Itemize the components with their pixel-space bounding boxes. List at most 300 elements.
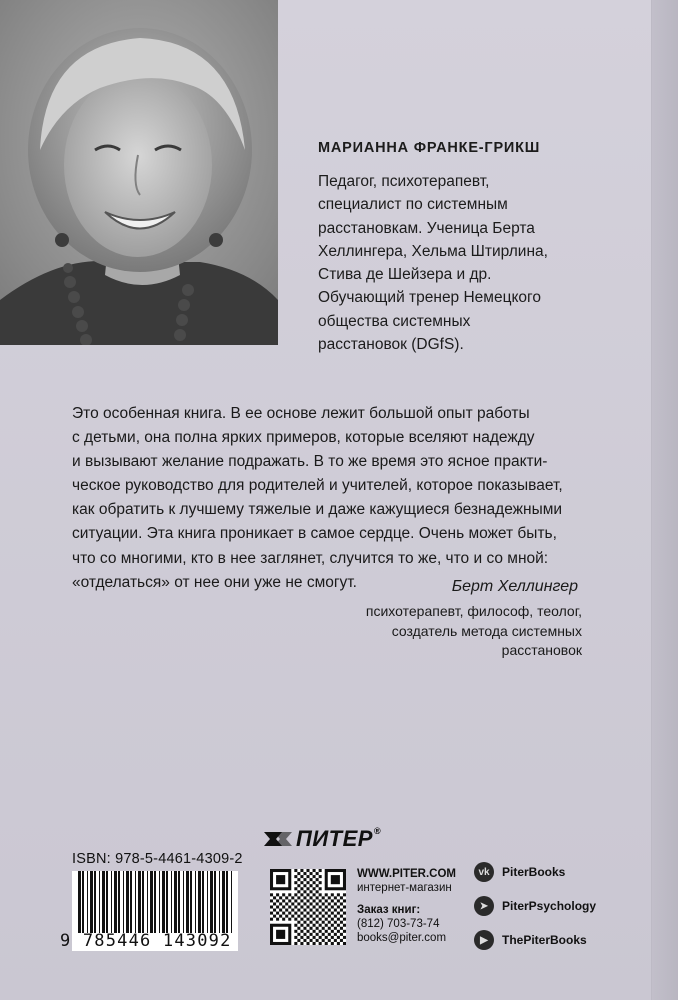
- qr-module: [306, 924, 309, 927]
- qr-module: [313, 930, 316, 933]
- registered-mark: ®: [373, 826, 381, 836]
- qr-module: [288, 899, 291, 902]
- barcode-bar: [106, 871, 108, 933]
- blurb-line: ческое руководство для родителей и учителей, которое показывает,: [72, 477, 563, 495]
- qr-module: [343, 942, 346, 945]
- barcode-bar: [126, 871, 129, 933]
- barcode-bar: [118, 871, 120, 933]
- qr-module: [303, 884, 306, 887]
- qr-module: [337, 924, 340, 927]
- qr-module: [288, 918, 291, 921]
- barcode-bar: [154, 871, 156, 933]
- publisher-logo-icon: [262, 828, 296, 850]
- qr-module: [303, 933, 306, 936]
- qr-module: [288, 893, 291, 896]
- qr-module: [325, 893, 328, 896]
- qr-module: [331, 924, 334, 927]
- blurb-line: «отделаться» от нее они уже не смогут.: [72, 573, 357, 591]
- qr-module: [310, 878, 313, 881]
- vk-icon: vk: [474, 862, 494, 882]
- youtube-icon: ▶: [474, 930, 494, 950]
- barcode-bar: [159, 871, 160, 933]
- qr-module: [343, 899, 346, 902]
- qr-module: [273, 909, 276, 912]
- qr-module: [300, 875, 303, 878]
- qr-module: [343, 936, 346, 939]
- qr-module: [334, 927, 337, 930]
- qr-module: [303, 939, 306, 942]
- qr-module: [300, 924, 303, 927]
- barcode-bar: [150, 871, 153, 933]
- qr-module: [316, 909, 319, 912]
- qr-module: [294, 899, 297, 902]
- qr-module: [331, 905, 334, 908]
- qr-module: [310, 909, 313, 912]
- barcode-bar: [231, 871, 232, 933]
- qr-module: [310, 921, 313, 924]
- qr-module: [319, 930, 322, 933]
- qr-module: [316, 902, 319, 905]
- qr-module: [306, 936, 309, 939]
- qr-module: [313, 912, 316, 915]
- qr-module: [303, 921, 306, 924]
- qr-module: [297, 909, 300, 912]
- author-bio-line: расстановкам. Ученица Берта: [318, 219, 535, 237]
- qr-module: [276, 918, 279, 921]
- blurb-line: ситуации. Эта книга проникает в самое сердце. Очень может быть,: [72, 525, 557, 543]
- qr-module: [325, 936, 328, 939]
- publisher-name: ПИТЕР: [296, 826, 373, 851]
- qr-module: [343, 893, 346, 896]
- qr-module: [316, 872, 319, 875]
- social-item-vk[interactable]: [474, 855, 596, 889]
- qr-module: [279, 902, 282, 905]
- qr-module: [285, 896, 288, 899]
- qr-module: [331, 942, 334, 945]
- blurb-line: и вызывают желание подражать. В то же время это ясное практи-: [72, 453, 548, 471]
- barcode-bar: [202, 871, 204, 933]
- qr-module: [303, 890, 306, 893]
- qr-finder: [276, 930, 285, 939]
- qr-module: [300, 893, 303, 896]
- social-label: PiterPsychology: [502, 899, 597, 913]
- qr-module: [316, 890, 319, 893]
- qr-module: [328, 939, 331, 942]
- qr-module: [319, 918, 322, 921]
- qr-module: [328, 921, 331, 924]
- qr-module: [334, 921, 337, 924]
- qr-module: [273, 915, 276, 918]
- qr-module: [310, 927, 313, 930]
- qr-module: [282, 905, 285, 908]
- qr-module: [325, 918, 328, 921]
- author-photo: [0, 0, 278, 345]
- barcode-bar: [198, 871, 201, 933]
- qr-module: [306, 875, 309, 878]
- social-item-telegram[interactable]: [474, 889, 596, 923]
- qr-module: [285, 909, 288, 912]
- qr-module: [325, 924, 328, 927]
- qr-module: [319, 893, 322, 896]
- qr-module: [316, 884, 319, 887]
- qr-module: [340, 902, 343, 905]
- qr-module: [328, 896, 331, 899]
- barcode-bar: [207, 871, 208, 933]
- qr-module: [291, 909, 294, 912]
- qr-module: [313, 899, 316, 902]
- qr-module: [306, 893, 309, 896]
- qr-module: [300, 942, 303, 945]
- qr-module: [282, 893, 285, 896]
- qr-module: [282, 918, 285, 921]
- qr-module: [322, 927, 325, 930]
- qr-module: [340, 921, 343, 924]
- qr-module: [334, 896, 337, 899]
- qr-module: [297, 939, 300, 942]
- qr-module: [316, 896, 319, 899]
- barcode-bar: [166, 871, 168, 933]
- qr-module: [325, 912, 328, 915]
- qr-module: [285, 902, 288, 905]
- qr-module: [319, 869, 322, 872]
- qr-module: [322, 939, 325, 942]
- barcode-bar: [171, 871, 172, 933]
- qr-module: [313, 881, 316, 884]
- qr-module: [343, 905, 346, 908]
- qr-module: [340, 927, 343, 930]
- qr-module: [334, 915, 337, 918]
- qr-module: [300, 918, 303, 921]
- qr-module: [297, 933, 300, 936]
- qr-module: [273, 902, 276, 905]
- barcode-bar: [135, 871, 136, 933]
- qr-module: [306, 942, 309, 945]
- author-bio-line: Стива де Шейзера и др.: [318, 266, 492, 284]
- qr-module: [310, 902, 313, 905]
- qr-module: [279, 915, 282, 918]
- qr-module: [282, 912, 285, 915]
- quote-role-line: создатель метода системных: [391, 622, 582, 639]
- social-item-youtube[interactable]: [474, 923, 596, 957]
- qr-module: [340, 933, 343, 936]
- qr-module: [310, 896, 313, 899]
- qr-module: [313, 936, 316, 939]
- qr-module: [303, 927, 306, 930]
- qr-module: [331, 899, 334, 902]
- qr-module: [343, 918, 346, 921]
- qr-module: [316, 878, 319, 881]
- qr-module: [303, 896, 306, 899]
- qr-module: [276, 912, 279, 915]
- barcode-bar: [78, 871, 81, 933]
- qr-module: [270, 893, 273, 896]
- barcode-bar: [190, 871, 192, 933]
- qr-module: [306, 905, 309, 908]
- qr-module: [322, 933, 325, 936]
- qr-module: [270, 912, 273, 915]
- qr-module: [337, 930, 340, 933]
- barcode-bar: [138, 871, 141, 933]
- qr-module: [294, 942, 297, 945]
- qr-module: [303, 909, 306, 912]
- barcode-bar: [174, 871, 177, 933]
- qr-module: [316, 933, 319, 936]
- qr-module: [325, 930, 328, 933]
- author-name: МАРИАННА ФРАНКЕ-ГРИКШ: [318, 140, 541, 156]
- qr-module: [337, 936, 340, 939]
- quote-author: Берт Хеллингер: [451, 578, 578, 595]
- qr-module: [273, 896, 276, 899]
- author-bio-line: специалист по системным: [318, 196, 508, 214]
- qr-module: [316, 915, 319, 918]
- shop-label: интернет-магазин: [357, 882, 452, 894]
- qr-finder: [276, 875, 285, 884]
- barcode-bar: [90, 871, 93, 933]
- qr-module: [322, 909, 325, 912]
- qr-module: [319, 881, 322, 884]
- qr-module: [343, 912, 346, 915]
- qr-module: [306, 869, 309, 872]
- qr-module: [313, 887, 316, 890]
- qr-module: [331, 918, 334, 921]
- qr-module: [300, 869, 303, 872]
- barcode-bar: [82, 871, 84, 933]
- qr-module: [282, 899, 285, 902]
- isbn-label: ISBN: 978-5-4461-4309-2: [72, 851, 243, 867]
- qr-module: [316, 927, 319, 930]
- qr-module: [288, 912, 291, 915]
- order-label: Заказ книг:: [357, 904, 421, 916]
- qr-module: [319, 912, 322, 915]
- qr-module: [337, 893, 340, 896]
- qr-module: [294, 887, 297, 890]
- qr-module: [322, 915, 325, 918]
- qr-module: [306, 930, 309, 933]
- barcode-bar: [147, 871, 148, 933]
- barcode-bars: [72, 871, 238, 933]
- barcode-bar: [111, 871, 112, 933]
- qr-module: [334, 933, 337, 936]
- qr-module: [306, 918, 309, 921]
- quote-role-line: расстановок: [501, 642, 582, 658]
- barcode-bar: [186, 871, 189, 933]
- qr-module: [294, 881, 297, 884]
- qr-module: [313, 942, 316, 945]
- qr-module: [340, 896, 343, 899]
- barcode-bar: [162, 871, 165, 933]
- blurb-line: с детьми, она полна ярких примеров, которые вселяют надежду: [72, 429, 535, 447]
- qr-module: [334, 902, 337, 905]
- barcode-bar: [87, 871, 88, 933]
- qr-module: [297, 927, 300, 930]
- quote-role-line: психотерапевт, философ, теолог,: [365, 603, 582, 619]
- qr-module: [313, 905, 316, 908]
- book-blurb: [72, 402, 582, 595]
- barcode-bar: [214, 871, 216, 933]
- qr-module: [313, 893, 316, 896]
- qr-module: [328, 909, 331, 912]
- qr-module: [276, 893, 279, 896]
- qr-module: [334, 939, 337, 942]
- qr-module: [300, 930, 303, 933]
- qr-module: [337, 912, 340, 915]
- qr-module: [297, 902, 300, 905]
- qr-module: [288, 905, 291, 908]
- qr-module: [294, 912, 297, 915]
- qr-module: [319, 942, 322, 945]
- qr-module: [328, 927, 331, 930]
- qr-module: [297, 878, 300, 881]
- qr-module: [291, 896, 294, 899]
- qr-module: [294, 924, 297, 927]
- qr-module: [294, 893, 297, 896]
- barcode-bar: [178, 871, 180, 933]
- qr-module: [303, 872, 306, 875]
- barcode-bar: [195, 871, 196, 933]
- qr-module: [322, 902, 325, 905]
- author-bio-line: Педагог, психотерапевт,: [318, 173, 490, 190]
- social-label: PiterBooks: [502, 865, 566, 879]
- qr-module: [276, 899, 279, 902]
- qr-module: [334, 909, 337, 912]
- qr-module: [300, 912, 303, 915]
- qr-module: [337, 942, 340, 945]
- qr-module: [294, 930, 297, 933]
- barcode-bar: [183, 871, 184, 933]
- barcode-bar: [123, 871, 124, 933]
- qr-module: [300, 899, 303, 902]
- qr-module: [331, 930, 334, 933]
- qr-module: [291, 902, 294, 905]
- publisher-logo: [262, 826, 381, 852]
- qr-module: [322, 921, 325, 924]
- qr-module: [291, 915, 294, 918]
- barcode-bar: [210, 871, 213, 933]
- qr-module: [294, 869, 297, 872]
- qr-finder: [331, 875, 340, 884]
- qr-module: [328, 915, 331, 918]
- qr-module: [297, 890, 300, 893]
- qr-module: [294, 905, 297, 908]
- qr-module: [313, 918, 316, 921]
- qr-module: [285, 915, 288, 918]
- qr-module: [310, 939, 313, 942]
- website-link[interactable]: WWW.PITER.COM: [357, 868, 457, 880]
- qr-code-graphic: [270, 869, 346, 945]
- qr-module: [297, 915, 300, 918]
- qr-module: [340, 915, 343, 918]
- qr-module: [294, 936, 297, 939]
- qr-module: [300, 881, 303, 884]
- qr-module: [337, 905, 340, 908]
- qr-module: [340, 909, 343, 912]
- qr-module: [294, 875, 297, 878]
- qr-module: [276, 905, 279, 908]
- qr-module: [270, 918, 273, 921]
- order-phone: (812) 703-73-74: [357, 918, 440, 930]
- qr-module: [313, 869, 316, 872]
- qr-module: [331, 893, 334, 896]
- order-email[interactable]: books@piter.com: [357, 932, 447, 944]
- author-bio: [318, 170, 648, 356]
- qr-module: [306, 912, 309, 915]
- cover-edge: [651, 0, 678, 1000]
- qr-module: [300, 936, 303, 939]
- qr-module: [279, 896, 282, 899]
- barcode-bar: [222, 871, 225, 933]
- qr-module: [319, 875, 322, 878]
- qr-module: [337, 899, 340, 902]
- qr-module: [343, 924, 346, 927]
- qr-module: [310, 933, 313, 936]
- author-bio-line: расстановок (DGfS).: [318, 336, 464, 354]
- blurb-line: что со многими, кто в нее заглянет, случится то же, что и со мной:: [72, 549, 549, 567]
- qr-module: [313, 875, 316, 878]
- qr-module: [294, 918, 297, 921]
- qr-module: [325, 899, 328, 902]
- qr-module: [303, 915, 306, 918]
- qr-module: [340, 939, 343, 942]
- qr-module: [319, 924, 322, 927]
- qr-module: [331, 936, 334, 939]
- barcode-bar: [130, 871, 132, 933]
- qr-module: [270, 905, 273, 908]
- qr-code[interactable]: [270, 869, 346, 945]
- qr-module: [313, 924, 316, 927]
- qr-module: [270, 899, 273, 902]
- blurb-line: Это особенная книга. В ее основе лежит большой опыт работы: [72, 405, 530, 422]
- qr-module: [319, 887, 322, 890]
- qr-module: [310, 884, 313, 887]
- social-links: [474, 855, 596, 957]
- qr-module: [297, 896, 300, 899]
- qr-module: [325, 942, 328, 945]
- publisher-contacts: [357, 867, 456, 945]
- author-info: [318, 140, 648, 356]
- barcode-digits: 9 785446 143092: [60, 931, 232, 951]
- qr-module: [319, 899, 322, 902]
- qr-module: [306, 899, 309, 902]
- qr-module: [328, 902, 331, 905]
- qr-module: [316, 939, 319, 942]
- qr-module: [297, 921, 300, 924]
- barcode-bar: [99, 871, 100, 933]
- author-bio-line: Обучающий тренер Немецкого: [318, 289, 541, 307]
- barcode-bar: [114, 871, 117, 933]
- barcode-bar: [226, 871, 228, 933]
- qr-module: [310, 872, 313, 875]
- qr-module: [310, 890, 313, 893]
- qr-module: [316, 921, 319, 924]
- barcode-bar: [219, 871, 220, 933]
- qr-module: [306, 887, 309, 890]
- qr-module: [319, 936, 322, 939]
- qr-module: [322, 896, 325, 899]
- qr-module: [300, 905, 303, 908]
- qr-module: [310, 915, 313, 918]
- qr-module: [331, 912, 334, 915]
- blurb-line: как обратить к лучшему тяжелые и даже кажущиеся безнадежными: [72, 501, 563, 519]
- qr-module: [325, 905, 328, 908]
- barcode-bar: [94, 871, 96, 933]
- qr-module: [297, 872, 300, 875]
- qr-module: [303, 878, 306, 881]
- qr-module: [297, 884, 300, 887]
- quote-author-role: [322, 602, 582, 661]
- telegram-icon: ➤: [474, 896, 494, 916]
- qr-module: [319, 905, 322, 908]
- qr-module: [300, 887, 303, 890]
